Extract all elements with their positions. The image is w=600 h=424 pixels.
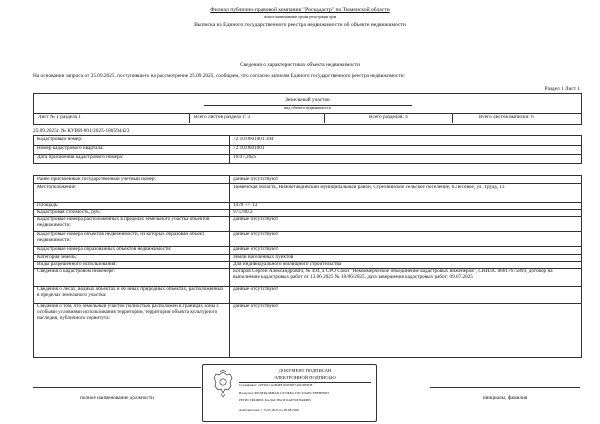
info-title: Сведения о характеристиках объекта недвижимости bbox=[240, 62, 360, 68]
characteristics-table bbox=[33, 175, 582, 358]
object-type: Земельный участок bbox=[285, 97, 330, 103]
emblem-icon bbox=[211, 369, 235, 399]
stamp-title: ДОКУМЕНТ ПОДПИСАН bbox=[278, 368, 332, 373]
table-row-value: данные отсутствуют bbox=[233, 287, 279, 292]
table-row-label: Сведения о лесах, водных объектах и об иных природных объектах, расположенных в пределах земельного участка: bbox=[37, 287, 224, 298]
table-row-label: Кадастровый номер: bbox=[37, 137, 83, 142]
e-signature-stamp bbox=[202, 364, 377, 422]
org-name-caption: полное наименование органа регистрации прав bbox=[263, 15, 337, 19]
table-row-label: Сведения о кадастровом инженере: bbox=[37, 269, 115, 274]
total-sections: Всего разделов: 4 bbox=[369, 115, 408, 120]
object-type-caption: вид объекта недвижимости bbox=[284, 106, 331, 110]
name-signature-line bbox=[430, 387, 580, 388]
table-row-label: Местоположение: bbox=[37, 185, 77, 190]
land-category-value: Земли населенных пунктов bbox=[233, 255, 294, 260]
assignment-date: 10.07.2025 bbox=[233, 155, 257, 160]
table-row-value: данные отсутствуют bbox=[233, 247, 279, 252]
engineer-value: Богаров Сергей Александрович, № 494, а СРО Союз "Некоммерческое объединение кадастровых инженеров", СНИЛС 06617675893, договор на выполнение кадастровых работ от 13.06.2025 № 10/06/2025, дата завершения кадастровых работ: 09.07.2025 bbox=[233, 269, 553, 280]
section-label: Раздел 1 Лист 1 bbox=[544, 86, 580, 92]
cadastral-number: 72:10:0601001:394 bbox=[233, 137, 274, 142]
stamp-validity: Действителен: с 15.05.2025 по 08.08.2026 bbox=[239, 409, 299, 412]
total-sheets-extract: Всего листов выписки: 6 bbox=[479, 115, 534, 120]
position-signature-line bbox=[33, 387, 201, 388]
table-row-value: данные отсутствуют bbox=[233, 304, 279, 309]
sheet-row-divider bbox=[34, 113, 581, 114]
name-caption: инициалы, фамилия bbox=[482, 395, 528, 401]
cadastral-cost-value: 975780.2 bbox=[233, 210, 253, 215]
org-name: Филиал публично-правовой компании "Роскадастр" по Тюменской области bbox=[210, 7, 390, 13]
position-caption: полное наименование должности bbox=[80, 395, 154, 401]
object-box bbox=[33, 93, 582, 125]
table-row-label: Дата присвоения кадастрового номера: bbox=[37, 155, 124, 160]
permitted-use-value: Для индивидуального жилищного строительства bbox=[233, 262, 342, 267]
table1-column-divider bbox=[229, 136, 230, 163]
table-row-label: Номер кадастрового квартала: bbox=[37, 146, 104, 151]
area-value: 1478 +/- 13 bbox=[233, 203, 258, 208]
stamp-subtitle: ЭЛЕКТРОННОЙ ПОДПИСЬЮ bbox=[274, 375, 336, 380]
table-row-label: Сведения о том, что земельный участок полностью расположен в границах зоны с особыми условиями использования территории, территории объекта культурного наследия, публичного сервитута: bbox=[37, 304, 219, 321]
cadastral-quarter: 72:10:0601001 bbox=[233, 146, 265, 151]
table-row-value: данные отсутствуют bbox=[233, 177, 279, 182]
location-value: Тюменская область, Нижнетавдинский муниципальный район, Стрехнинское сельское поселение, п.Лесовое, ул. Труда, 13 bbox=[233, 185, 505, 190]
stamp-owner-cont: РЕГИСТРАЦИИ, КАДАСТРА И КАРТОГРАФИИ bbox=[239, 399, 311, 402]
table-row-label: Кадастровые номера объектов недвижимости, из которых образован объект недвижимости: bbox=[37, 232, 205, 243]
table-row-label: Кадастровая стоимость, руб.: bbox=[37, 210, 102, 215]
table-row-label: Кадастровые номера образованных объектов недвижимости: bbox=[37, 247, 172, 252]
table2-column-divider bbox=[229, 176, 230, 357]
table-row-label: Ранее присвоенный государственный учетный номер: bbox=[37, 177, 156, 182]
stamp-certificate: Сертификат: 22F49C1A2B4F81D2D9E7A6C9B3D8 bbox=[239, 384, 313, 387]
sheet-divider-1 bbox=[189, 113, 190, 123]
table-row-value: данные отсутствуют bbox=[233, 232, 279, 237]
sheet-number: Лист № 1 раздела 1 bbox=[38, 115, 81, 120]
table-row-label: Площадь: bbox=[37, 203, 59, 208]
sheet-divider-3 bbox=[452, 113, 453, 123]
sheet-divider-2 bbox=[324, 113, 325, 123]
table-row-value: данные отсутствуют bbox=[233, 217, 279, 222]
stamp-divider bbox=[239, 382, 371, 383]
table2-row-divider bbox=[34, 183, 581, 184]
table-row-label: Кадастровые номера расположенных в пределах земельного участка объектов недвижимости: bbox=[37, 217, 210, 228]
basis-text: На основании запроса от 25.09.2025, поступившего на рассмотрение 25.09.2025, сообщаем, что согласно записям Единого государственного реестра недвижимости: bbox=[33, 73, 406, 79]
table-row-label: Категория земель: bbox=[37, 255, 78, 260]
identifiers-table bbox=[33, 135, 582, 164]
total-sheets-section: Всего листов раздела 1: 3 bbox=[194, 115, 251, 120]
extract-title: Выписка из Единого государственного реестра недвижимости об объекте недвижимости bbox=[194, 22, 406, 28]
table-row-label: Виды разрешенного использования: bbox=[37, 262, 117, 267]
document-number: 25.09.2025г. № КУВИ-001/2025-180594423 bbox=[33, 128, 130, 134]
stamp-owner: Владелец: ФЕДЕРАЛЬНАЯ СЛУЖБА ГОСУДАРСТВЕННОЙ bbox=[239, 392, 329, 395]
